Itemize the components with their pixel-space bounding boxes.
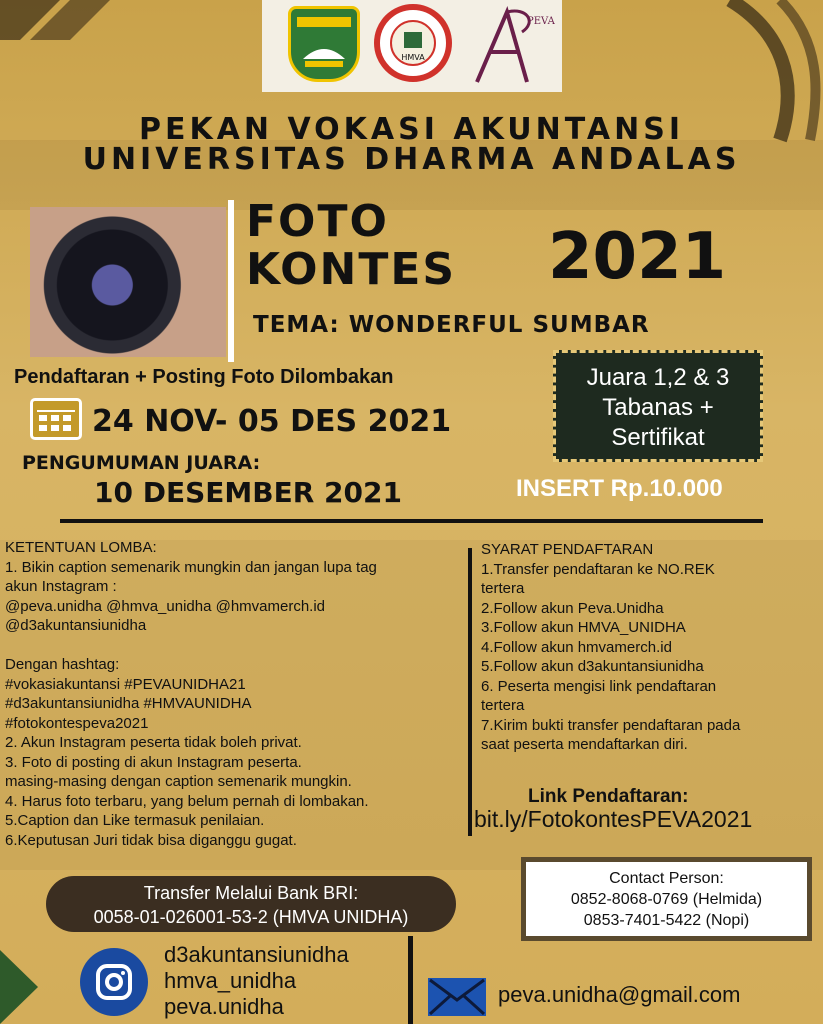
instagram-accounts <box>164 942 349 1020</box>
ketentuan-section <box>5 538 467 850</box>
prize-box <box>553 350 763 462</box>
ketentuan-line: Dengan hashtag: <box>5 656 120 673</box>
ketentuan-line: masing-masing dengan caption semenarik mungkin. <box>5 773 352 790</box>
tema: TEMA: WONDERFUL SUMBAR <box>253 312 650 338</box>
title-foto: FOTO <box>246 196 389 247</box>
contact-title: Contact Person: <box>609 870 724 887</box>
contact-phone-2: 0853-7401-5422 (Nopi) <box>583 912 750 929</box>
syarat-line: 6. Peserta mengisi link pendaftaran <box>481 677 717 695</box>
ketentuan-line: 4. Harus foto terbaru, yang belum pernah di lombakan. <box>5 792 369 810</box>
footer-divider <box>408 936 413 1024</box>
insert-fee: INSERT Rp.10.000 <box>516 475 723 502</box>
email-address[interactable]: peva.unidha@gmail.com <box>498 982 741 1007</box>
ketentuan-line: 1. Bikin caption semenarik mungkin dan jangan lupa tag <box>5 558 377 576</box>
syarat-line: 5.Follow akun d3akuntansiunidha <box>481 658 704 675</box>
link-label: Link Pendaftaran: <box>528 786 689 807</box>
ketentuan-line: 6.Keputusan Juri tidak bisa diganggu gugat. <box>5 831 297 849</box>
syarat-line: 4.Follow akun hmvamerch.id <box>481 638 672 656</box>
syarat-line: 3.Follow akun HMVA_UNIDHA <box>481 619 686 636</box>
announce-date: 10 DESEMBER 2021 <box>94 476 402 509</box>
bank-info <box>46 876 456 932</box>
contact-box <box>521 857 812 941</box>
heading-line2: UNIVERSITAS DHARMA ANDALAS <box>82 142 741 177</box>
ketentuan-line: 2. Akun Instagram peserta tidak boleh privat. <box>5 734 302 751</box>
column-divider <box>468 548 472 836</box>
peva-logo <box>467 2 555 88</box>
prize-line2: Tabanas + <box>602 394 714 421</box>
svg-text:PEVA: PEVA <box>527 16 555 27</box>
svg-text:HMVA: HMVA <box>401 53 425 62</box>
university-logo <box>288 6 360 82</box>
syarat-line: tertera <box>481 697 525 714</box>
ketentuan-line: 3. Foto di posting di akun Instagram peserta. <box>5 753 302 771</box>
bank-line1: Transfer Melalui Bank BRI: <box>143 883 359 903</box>
ketentuan-line: #fotokontespeva2021 <box>5 714 149 732</box>
instagram-icon <box>80 948 148 1016</box>
instagram-account[interactable]: hmva_unidha <box>164 968 297 993</box>
syarat-line: saat peserta mendaftarkan diri. <box>481 736 688 753</box>
syarat-line: 2.Follow akun Peva.Unidha <box>481 599 664 617</box>
title-kontes: KONTES <box>246 244 457 295</box>
title-year: 2021 <box>548 220 727 294</box>
ketentuan-line: akun Instagram : <box>5 578 117 595</box>
syarat-line: tertera <box>481 580 525 597</box>
ketentuan-line: #vokasiakuntansi #PEVAUNIDHA21 <box>5 675 246 693</box>
mail-icon <box>428 978 486 1016</box>
contact-phone-1: 0852-8068-0769 (Helmida) <box>570 891 763 908</box>
ketentuan-line: #d3akuntansiunidha #HMVAUNIDHA <box>5 695 252 712</box>
logo-bar <box>262 0 562 92</box>
syarat-line: 1.Transfer pendaftaran ke NO.REK <box>481 560 715 578</box>
ketentuan-line: 5.Caption dan Like termasuk penilaian. <box>5 812 265 829</box>
registration-dates: 24 NOV- 05 DES 2021 <box>92 404 452 439</box>
instagram-account[interactable]: d3akuntansiunidha <box>164 942 349 967</box>
calendar-icon <box>30 398 82 440</box>
ketentuan-title: KETENTUAN LOMBA: <box>5 539 157 556</box>
announce-label: PENGUMUMAN JUARA: <box>22 452 261 474</box>
ketentuan-line: @peva.unidha @hmva_unidha @hmvamerch.id <box>5 597 326 615</box>
syarat-title: SYARAT PENDAFTARAN <box>481 541 654 558</box>
section-divider <box>60 519 763 523</box>
heading-line1: PEKAN VOKASI AKUNTANSI <box>138 112 684 147</box>
syarat-section <box>481 540 821 755</box>
ketentuan-line: @d3akuntansiunidha <box>5 617 147 634</box>
camera-photo <box>30 207 226 357</box>
prize-line1: Juara 1,2 & 3 <box>586 364 730 391</box>
instagram-account[interactable]: peva.unidha <box>164 994 284 1019</box>
syarat-line: 7.Kirim bukti transfer pendaftaran pada <box>481 716 741 734</box>
decor-leaf <box>0 950 40 1024</box>
registration-label: Pendaftaran + Posting Foto Dilombakan <box>14 366 394 388</box>
ketentuan-line <box>5 636 467 656</box>
hmva-logo <box>374 4 452 82</box>
bank-account: 0058-01-026001-53-2 (HMVA UNIDHA) <box>93 907 409 927</box>
prize-line3: Sertifikat <box>611 424 705 451</box>
photo-divider <box>228 200 234 362</box>
decor-stripes <box>0 0 120 50</box>
link-url[interactable]: bit.ly/FotokontesPEVA2021 <box>474 806 753 832</box>
